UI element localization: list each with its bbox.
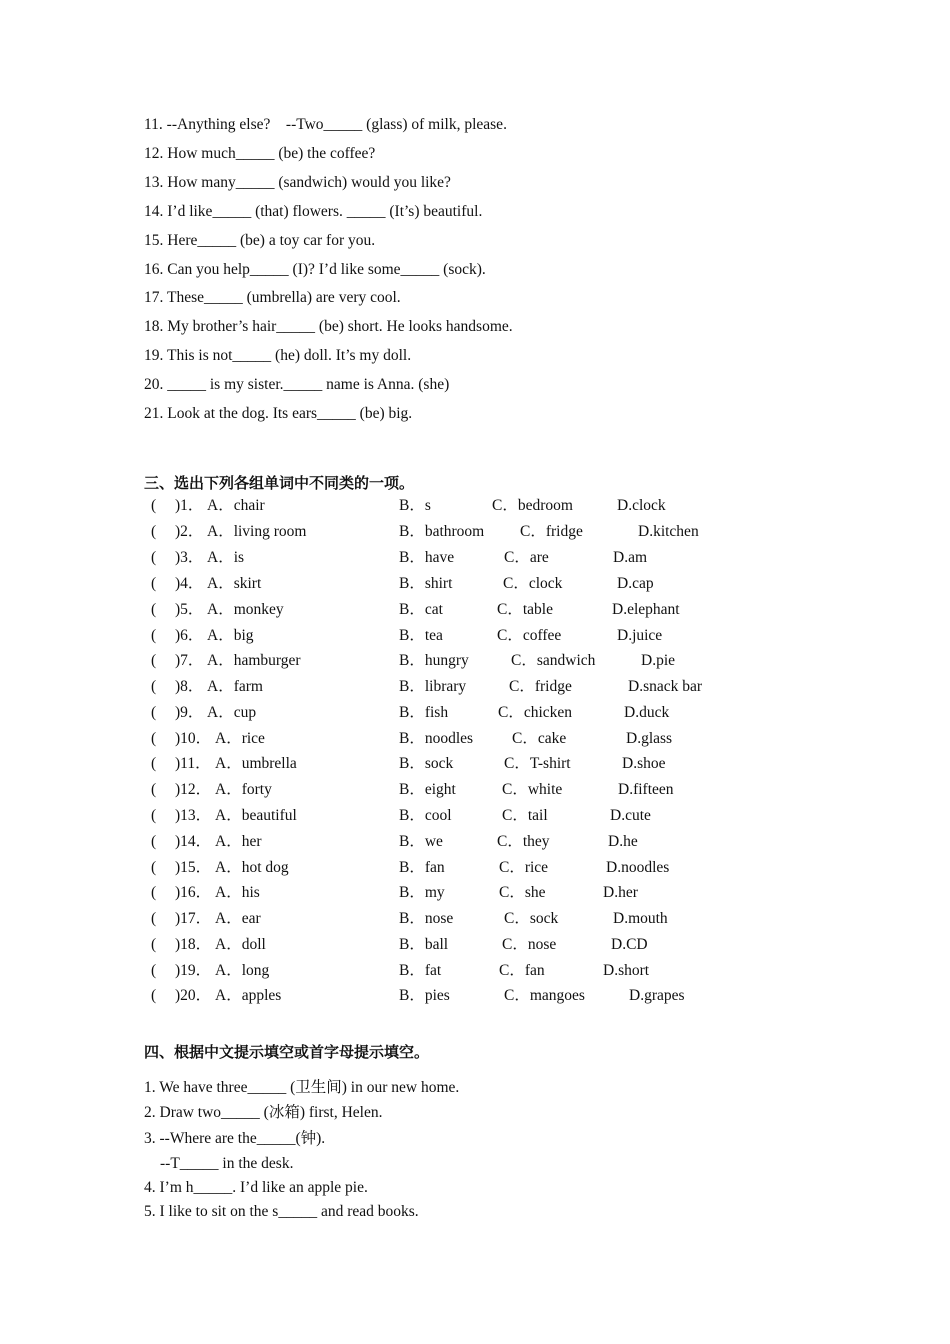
option-b: B．fan bbox=[399, 859, 445, 876]
option-c: C．mangoes bbox=[504, 987, 585, 1004]
choice-row bbox=[0, 832, 950, 852]
option-d: D.snack bar bbox=[628, 678, 703, 695]
option-d: D.CD bbox=[611, 936, 648, 953]
choice-row bbox=[0, 754, 950, 774]
fill-item-4: 4. I’m h_____. I’d like an apple pie. bbox=[144, 1179, 368, 1196]
row-number: )1． bbox=[175, 497, 204, 514]
option-a: A．his bbox=[215, 884, 260, 901]
question-18: 18. My brother’s hair_____ (be) short. He looks handsome. bbox=[144, 318, 513, 335]
option-a: A．forty bbox=[215, 781, 272, 798]
option-c: C．nose bbox=[502, 936, 557, 953]
row-number: )17． bbox=[175, 910, 212, 927]
option-d: D.grapes bbox=[629, 987, 685, 1004]
row-number: )11． bbox=[175, 755, 211, 772]
row-number: )16． bbox=[175, 884, 212, 901]
option-a: A．hamburger bbox=[207, 652, 301, 669]
option-c: C．white bbox=[502, 781, 563, 798]
option-a: A．rice bbox=[215, 730, 265, 747]
answer-paren: ( bbox=[151, 755, 157, 772]
fill-item-1: 1. We have three_____ (卫生间) in our new home. bbox=[144, 1079, 460, 1096]
choice-row bbox=[0, 935, 950, 955]
choice-row bbox=[0, 909, 950, 929]
section3-title: 三、选出下列各组单词中不同类的一项。 bbox=[144, 474, 415, 492]
option-b: B．noodles bbox=[399, 730, 474, 747]
option-c: C．chicken bbox=[498, 704, 573, 721]
choice-row bbox=[0, 806, 950, 826]
answer-paren: ( bbox=[151, 936, 157, 953]
choice-row bbox=[0, 677, 950, 697]
row-number: )14． bbox=[175, 833, 212, 850]
option-a: A．long bbox=[215, 962, 270, 979]
answer-paren: ( bbox=[151, 627, 157, 644]
answer-paren: ( bbox=[151, 497, 157, 514]
option-c: C．fridge bbox=[520, 523, 583, 540]
option-a: A．hot dog bbox=[215, 859, 289, 876]
row-number: )4． bbox=[175, 575, 204, 592]
option-c: C．sandwich bbox=[511, 652, 596, 669]
choice-row bbox=[0, 883, 950, 903]
option-b: B．shirt bbox=[399, 575, 453, 592]
row-number: )3． bbox=[175, 549, 204, 566]
choice-row bbox=[0, 858, 950, 878]
option-c: C．tail bbox=[502, 807, 548, 824]
option-b: B．library bbox=[399, 678, 467, 695]
choice-row bbox=[0, 600, 950, 620]
question-12: 12. How much_____ (be) the coffee? bbox=[144, 145, 376, 162]
answer-paren: ( bbox=[151, 987, 157, 1004]
option-a: A．big bbox=[207, 627, 254, 644]
answer-paren: ( bbox=[151, 730, 157, 747]
question-21: 21. Look at the dog. Its ears_____ (be) big. bbox=[144, 405, 413, 422]
option-a: A．monkey bbox=[207, 601, 284, 618]
row-number: )8． bbox=[175, 678, 204, 695]
row-number: )2． bbox=[175, 523, 204, 540]
option-c: C．are bbox=[504, 549, 549, 566]
option-d: D.pie bbox=[641, 652, 676, 669]
option-b: B．we bbox=[399, 833, 443, 850]
option-d: D.clock bbox=[617, 497, 666, 514]
fill-item-3-answer: --T_____ in the desk. bbox=[160, 1155, 294, 1172]
option-c: C．cake bbox=[512, 730, 567, 747]
option-c: C．they bbox=[497, 833, 550, 850]
option-b: B．eight bbox=[399, 781, 456, 798]
row-number: )10． bbox=[175, 730, 212, 747]
option-a: A．beautiful bbox=[215, 807, 297, 824]
answer-paren: ( bbox=[151, 807, 157, 824]
option-a: A．living room bbox=[207, 523, 307, 540]
option-b: B．s bbox=[399, 497, 431, 514]
option-b: B．bathroom bbox=[399, 523, 485, 540]
choice-row bbox=[0, 574, 950, 594]
option-a: A．doll bbox=[215, 936, 266, 953]
answer-paren: ( bbox=[151, 859, 157, 876]
option-c: C．fridge bbox=[509, 678, 572, 695]
option-a: A．umbrella bbox=[215, 755, 297, 772]
question-20: 20. _____ is my sister._____ name is Anna. (she) bbox=[144, 376, 450, 393]
option-c: C．bedroom bbox=[492, 497, 573, 514]
option-b: B．fish bbox=[399, 704, 449, 721]
option-c: C．fan bbox=[499, 962, 545, 979]
answer-paren: ( bbox=[151, 575, 157, 592]
option-d: D.short bbox=[603, 962, 650, 979]
choice-row bbox=[0, 626, 950, 646]
option-b: B．sock bbox=[399, 755, 454, 772]
answer-paren: ( bbox=[151, 962, 157, 979]
option-a: A．ear bbox=[215, 910, 261, 927]
fill-item-5: 5. I like to sit on the s_____ and read books. bbox=[144, 1203, 419, 1220]
option-c: C．she bbox=[499, 884, 546, 901]
row-number: )19． bbox=[175, 962, 212, 979]
answer-paren: ( bbox=[151, 910, 157, 927]
option-d: D.cap bbox=[617, 575, 654, 592]
fill-item-3: 3. --Where are the_____(钟). bbox=[144, 1130, 326, 1147]
choice-row bbox=[0, 703, 950, 723]
choice-row bbox=[0, 651, 950, 671]
answer-paren: ( bbox=[151, 833, 157, 850]
option-c: C．sock bbox=[504, 910, 559, 927]
answer-paren: ( bbox=[151, 549, 157, 566]
answer-paren: ( bbox=[151, 884, 157, 901]
option-c: C．coffee bbox=[497, 627, 562, 644]
option-b: B．my bbox=[399, 884, 445, 901]
option-d: D.cute bbox=[610, 807, 651, 824]
option-c: C．table bbox=[497, 601, 553, 618]
question-13: 13. How many_____ (sandwich) would you like? bbox=[144, 174, 451, 191]
fill-item-2: 2. Draw two_____ (冰箱) first, Helen. bbox=[144, 1104, 383, 1121]
question-11: 11. --Anything else? --Two_____ (glass) of milk, please. bbox=[144, 116, 507, 133]
option-d: D.duck bbox=[624, 704, 670, 721]
option-a: A．chair bbox=[207, 497, 265, 514]
choice-row bbox=[0, 729, 950, 749]
option-d: D.mouth bbox=[613, 910, 668, 927]
option-d: D.kitchen bbox=[638, 523, 699, 540]
option-c: C．clock bbox=[503, 575, 563, 592]
row-number: )6． bbox=[175, 627, 204, 644]
row-number: )13． bbox=[175, 807, 212, 824]
option-b: B．ball bbox=[399, 936, 449, 953]
option-a: A．her bbox=[215, 833, 262, 850]
answer-paren: ( bbox=[151, 678, 157, 695]
section4-title: 四、根据中文提示填空或首字母提示填空。 bbox=[144, 1043, 430, 1061]
option-d: D.juice bbox=[617, 627, 663, 644]
answer-paren: ( bbox=[151, 652, 157, 669]
option-d: D.shoe bbox=[622, 755, 666, 772]
choice-row bbox=[0, 522, 950, 542]
option-b: B．pies bbox=[399, 987, 450, 1004]
answer-paren: ( bbox=[151, 601, 157, 618]
option-d: D.am bbox=[613, 549, 648, 566]
option-d: D.noodles bbox=[606, 859, 670, 876]
option-a: A．is bbox=[207, 549, 245, 566]
answer-paren: ( bbox=[151, 781, 157, 798]
option-a: A．apples bbox=[215, 987, 282, 1004]
question-19: 19. This is not_____ (he) doll. It’s my doll. bbox=[144, 347, 412, 364]
option-d: D.elephant bbox=[612, 601, 680, 618]
question-16: 16. Can you help_____ (I)? I’d like some_____ (sock). bbox=[144, 261, 486, 278]
row-number: )9． bbox=[175, 704, 204, 721]
row-number: )5． bbox=[175, 601, 204, 618]
option-b: B．fat bbox=[399, 962, 442, 979]
option-c: C．T-shirt bbox=[504, 755, 571, 772]
question-15: 15. Here_____ (be) a toy car for you. bbox=[144, 232, 376, 249]
choice-row bbox=[0, 780, 950, 800]
option-a: A．farm bbox=[207, 678, 263, 695]
option-a: A．cup bbox=[207, 704, 257, 721]
row-number: )15． bbox=[175, 859, 212, 876]
option-b: B．hungry bbox=[399, 652, 469, 669]
option-b: B．nose bbox=[399, 910, 454, 927]
row-number: )12． bbox=[175, 781, 212, 798]
option-b: B．cool bbox=[399, 807, 452, 824]
row-number: )20． bbox=[175, 987, 212, 1004]
option-d: D.glass bbox=[626, 730, 673, 747]
option-b: B．have bbox=[399, 549, 455, 566]
question-14: 14. I’d like_____ (that) flowers. _____ (It’s) beautiful. bbox=[144, 203, 483, 220]
choice-row bbox=[0, 496, 950, 516]
option-d: D.he bbox=[608, 833, 638, 850]
option-d: D.fifteen bbox=[618, 781, 674, 798]
option-d: D.her bbox=[603, 884, 638, 901]
option-b: B．tea bbox=[399, 627, 443, 644]
question-17: 17. These_____ (umbrella) are very cool. bbox=[144, 289, 401, 306]
row-number: )7． bbox=[175, 652, 204, 669]
answer-paren: ( bbox=[151, 523, 157, 540]
row-number: )18． bbox=[175, 936, 212, 953]
answer-paren: ( bbox=[151, 704, 157, 721]
option-a: A．skirt bbox=[207, 575, 262, 592]
option-c: C．rice bbox=[499, 859, 549, 876]
option-b: B．cat bbox=[399, 601, 443, 618]
choice-row bbox=[0, 986, 950, 1006]
choice-row bbox=[0, 548, 950, 568]
choice-row bbox=[0, 961, 950, 981]
